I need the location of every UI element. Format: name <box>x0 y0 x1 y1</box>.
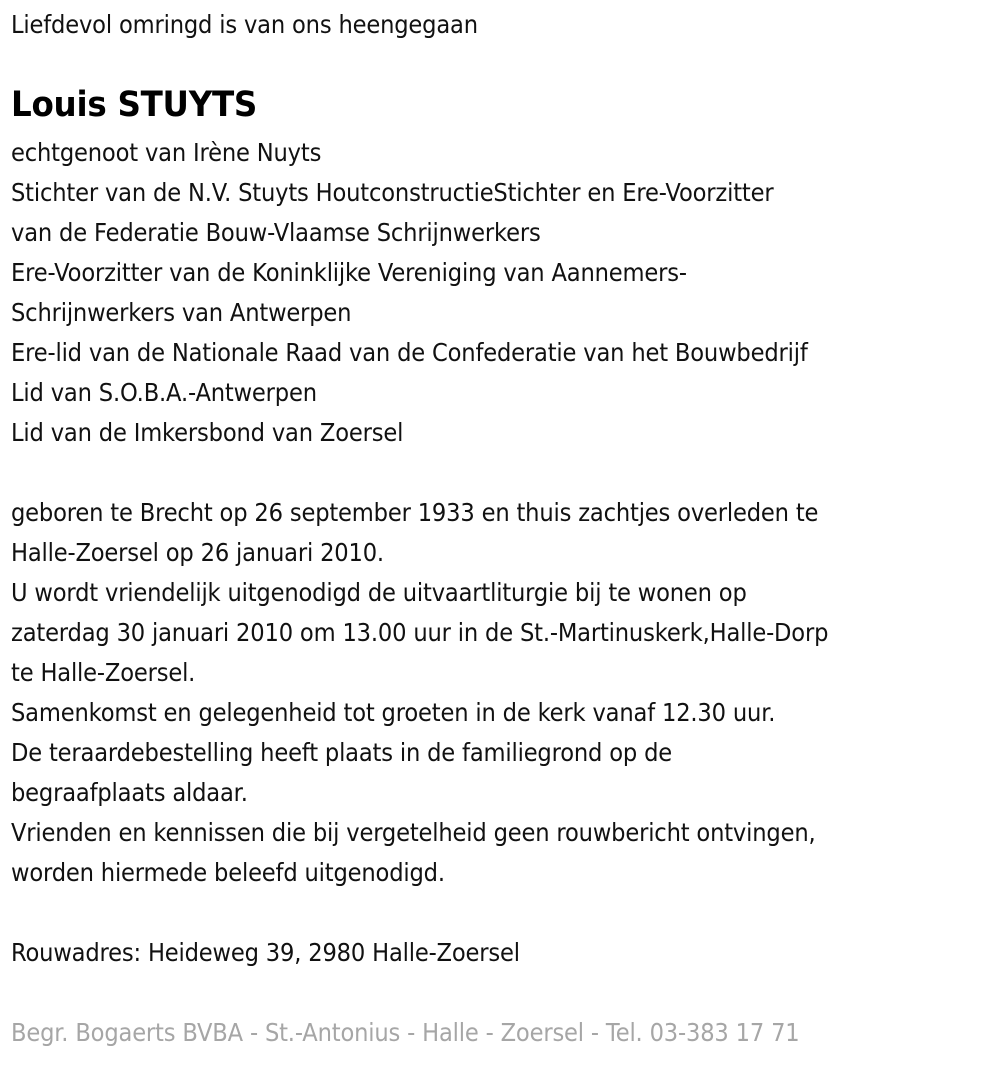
body-line: te Halle-Zoersel. <box>11 658 196 687</box>
body-line: Halle-Zoersel op 26 januari 2010. <box>11 538 384 567</box>
title-line: Schrijnwerkers van Antwerpen <box>11 298 352 327</box>
title-line: Ere-lid van de Nationale Raad van de Confederatie van het Bouwbedrijf <box>11 338 808 367</box>
body-line: worden hiermede beleefd uitgenodigd. <box>11 858 445 887</box>
deceased-name: Louis STUYTS <box>11 85 258 125</box>
body-line: Samenkomst en gelegenheid tot groeten in de kerk vanaf 12.30 uur. <box>11 698 776 727</box>
body-line: zaterdag 30 januari 2010 om 13.00 uur in de St.-Martinuskerk,Halle-Dorp <box>11 618 829 647</box>
title-line: Lid van S.O.B.A.-Antwerpen <box>11 378 317 407</box>
title-line: Stichter van de N.V. Stuyts HoutconstructieStichter en Ere-Voorzitter <box>11 178 774 207</box>
title-line: Lid van de Imkersbond van Zoersel <box>11 418 404 447</box>
body-line: begraafplaats aldaar. <box>11 778 248 807</box>
body-line: De teraardebestelling heeft plaats in de familiegrond op de <box>11 738 673 767</box>
title-line: Ere-Voorzitter van de Koninklijke Vereniging van Aannemers- <box>11 258 687 287</box>
body-line: Vrienden en kennissen die bij vergetelheid geen rouwbericht ontvingen, <box>11 818 816 847</box>
intro-text: Liefdevol omringd is van ons heengegaan <box>11 10 478 39</box>
body-line: geboren te Brecht op 26 september 1933 en thuis zachtjes overleden te <box>11 498 819 527</box>
body-line: U wordt vriendelijk uitgenodigd de uitvaartliturgie bij te wonen op <box>11 578 747 607</box>
title-line: echtgenoot van Irène Nuyts <box>11 138 322 167</box>
mourning-address: Rouwadres: Heideweg 39, 2980 Halle-Zoersel <box>11 938 520 967</box>
title-line: van de Federatie Bouw-Vlaamse Schrijnwerkers <box>11 218 541 247</box>
funeral-home-footer: Begr. Bogaerts BVBA - St.-Antonius - Halle - Zoersel - Tel. 03-383 17 71 <box>11 1018 800 1047</box>
